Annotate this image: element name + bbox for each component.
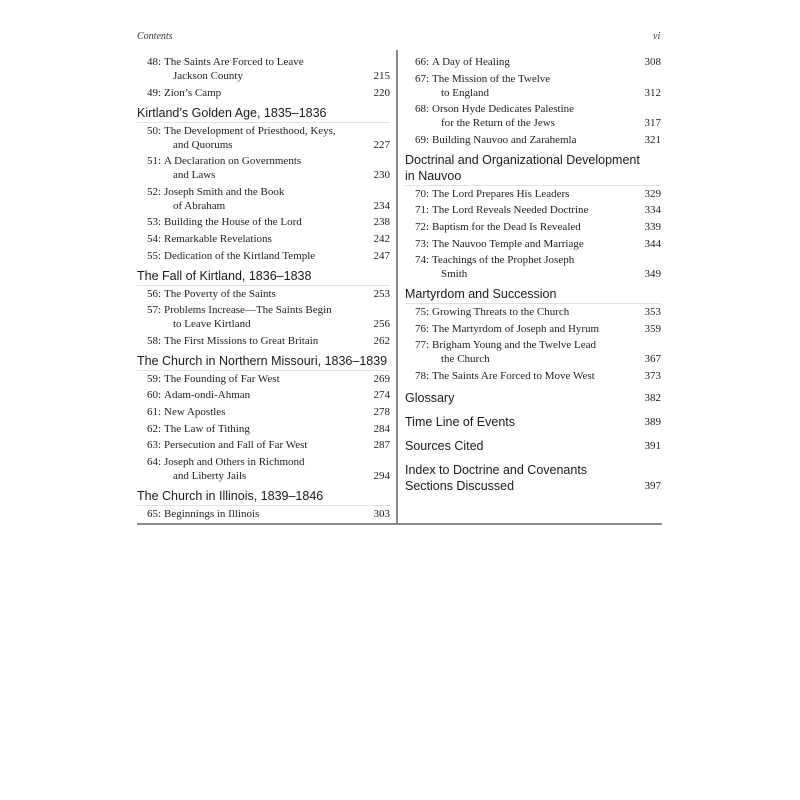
toc-entry[interactable] xyxy=(137,249,390,263)
page-number: 397 xyxy=(644,479,661,492)
page-number: 230 xyxy=(373,169,390,182)
chapter-number: 61: xyxy=(147,405,162,418)
heading-line: Time Line of Events xyxy=(405,414,516,429)
heading-line: Sections Discussed xyxy=(405,478,515,493)
chapter-number: 57: xyxy=(147,304,162,317)
toc-entry[interactable] xyxy=(405,253,661,281)
chapter-number: 71: xyxy=(415,204,430,217)
page-number: 303 xyxy=(373,507,390,520)
toc-entry[interactable] xyxy=(137,185,390,213)
chapter-number: 56: xyxy=(147,287,162,300)
chapter-title xyxy=(415,220,661,234)
toc-entry[interactable] xyxy=(137,438,390,452)
bottom-rule xyxy=(137,523,662,525)
chapter-number: 63: xyxy=(147,439,162,452)
title-line: New Apostles xyxy=(164,405,226,418)
chapter-number: 58: xyxy=(147,334,162,347)
chapter-title xyxy=(147,422,390,436)
chapter-number: 70: xyxy=(415,187,430,200)
chapter-number: 48: xyxy=(147,56,162,68)
title-line: The Poverty of the Saints xyxy=(164,287,276,300)
page-number: 247 xyxy=(373,249,390,262)
title-line: The Saints Are Forced to Move West xyxy=(432,369,595,382)
chapter-number: 66: xyxy=(415,56,430,68)
chapter-number: 74: xyxy=(415,254,430,267)
toc-entry[interactable] xyxy=(405,102,661,130)
chapter-title xyxy=(415,369,661,383)
toc-entry[interactable] xyxy=(405,187,661,201)
title-line: to Leave Kirtland xyxy=(173,318,251,331)
toc-entry[interactable] xyxy=(405,203,661,217)
title-line: Persecution and Fall of Far West xyxy=(164,439,308,452)
page-number: 234 xyxy=(373,199,390,212)
chapter-title xyxy=(415,203,661,217)
toc-entry[interactable] xyxy=(137,455,390,483)
chapter-title xyxy=(147,86,390,100)
chapter-number: 49: xyxy=(147,86,162,99)
title-line: Dedication of the Kirtland Temple xyxy=(164,249,316,262)
chapter-number: 51: xyxy=(147,155,162,168)
toc-entry[interactable] xyxy=(137,388,390,402)
page-number: 353 xyxy=(644,306,661,319)
title-line: Building Nauvoo and Zarahemla xyxy=(432,133,577,146)
toc-entry[interactable] xyxy=(405,72,661,100)
toc-entry[interactable] xyxy=(405,322,661,336)
toc-entry[interactable] xyxy=(405,338,661,366)
title-line: of Abraham xyxy=(173,199,226,212)
page-number: 269 xyxy=(373,372,390,385)
chapter-title xyxy=(147,185,390,213)
chapter-title xyxy=(147,287,390,301)
chapter-title xyxy=(415,187,661,201)
chapter-title xyxy=(147,124,390,152)
page-number: 339 xyxy=(644,220,661,233)
title-line: The Nauvoo Temple and Marriage xyxy=(432,237,584,250)
page-number: 334 xyxy=(644,204,661,217)
toc-entry[interactable] xyxy=(137,287,390,301)
toc-entry[interactable] xyxy=(405,133,661,147)
title-line: the Church xyxy=(441,353,490,366)
chapter-number: 72: xyxy=(415,220,430,233)
page-number: 287 xyxy=(373,439,390,452)
chapter-number: 55: xyxy=(147,249,162,262)
title-line: for the Return of the Jews xyxy=(441,117,555,130)
title-line: The Lord Prepares His Leaders xyxy=(432,187,570,200)
chapter-number: 64: xyxy=(147,455,162,468)
heading-line: The Fall of Kirtland, 1836–1838 xyxy=(137,268,312,283)
chapter-number: 77: xyxy=(415,339,430,352)
toc-column-left xyxy=(137,55,390,523)
title-line: The Lord Reveals Needed Doctrine xyxy=(432,204,589,217)
page-number: 238 xyxy=(373,216,390,229)
chapter-title xyxy=(147,303,390,331)
page-number: 389 xyxy=(644,415,661,428)
chapter-title xyxy=(147,215,390,229)
toc-entry[interactable] xyxy=(137,372,390,386)
chapter-title xyxy=(415,305,661,319)
chapter-number: 54: xyxy=(147,232,162,245)
chapter-title xyxy=(415,237,661,251)
toc-entry[interactable] xyxy=(137,154,390,182)
title-line: Adam-ondi-Ahman xyxy=(164,389,251,402)
heading-line: in Nauvoo xyxy=(405,168,462,183)
toc-entry[interactable] xyxy=(137,303,390,331)
chapter-title xyxy=(147,507,390,521)
toc-entry[interactable] xyxy=(405,237,661,251)
page-number: 220 xyxy=(373,86,390,99)
toc-entry[interactable] xyxy=(137,334,390,348)
toc-entry[interactable] xyxy=(137,124,390,152)
toc-entry[interactable] xyxy=(405,305,661,319)
title-line: and Liberty Jails xyxy=(173,469,247,482)
chapter-title xyxy=(415,72,661,100)
section-heading xyxy=(137,488,390,506)
chapter-title xyxy=(147,372,390,386)
chapter-title xyxy=(415,338,661,366)
title-line: Jackson County xyxy=(173,70,243,82)
toc-entry[interactable] xyxy=(405,369,661,383)
page-number: 274 xyxy=(373,389,390,402)
title-line: Smith xyxy=(441,268,468,281)
chapter-title xyxy=(415,55,661,69)
chapter-title xyxy=(147,154,390,182)
page-number: 278 xyxy=(373,405,390,418)
title-line: The Law of Tithing xyxy=(164,422,250,435)
toc-back-matter[interactable] xyxy=(405,462,661,495)
page-number: 329 xyxy=(644,187,661,200)
heading-line: Index to Doctrine and Covenants xyxy=(405,462,588,477)
toc-entry[interactable] xyxy=(405,220,661,234)
section-heading xyxy=(137,105,390,123)
page-number: 262 xyxy=(373,334,390,347)
chapter-title xyxy=(147,249,390,263)
chapter-title xyxy=(147,334,390,348)
heading-line: Glossary xyxy=(405,390,455,405)
title-line: Baptism for the Dead Is Revealed xyxy=(432,220,581,233)
chapter-title xyxy=(415,253,661,281)
page-number: 253 xyxy=(373,287,390,300)
chapter-title xyxy=(147,55,390,83)
chapter-title xyxy=(147,405,390,419)
page-number: 227 xyxy=(373,138,390,151)
page-number: 349 xyxy=(644,268,661,281)
toc-back-matter[interactable] xyxy=(405,414,661,431)
title-line: Growing Threats to the Church xyxy=(432,306,570,319)
heading-line: Sources Cited xyxy=(405,438,484,453)
chapter-title xyxy=(147,388,390,402)
chapter-number: 50: xyxy=(147,124,162,137)
title-line: Teachings of the Prophet Joseph xyxy=(432,254,575,267)
toc-back-matter[interactable] xyxy=(405,438,661,455)
section-heading xyxy=(137,268,390,286)
page-number: 256 xyxy=(373,318,390,331)
toc-entry[interactable] xyxy=(137,232,390,246)
page-number: 382 xyxy=(644,391,661,404)
page-number: 294 xyxy=(373,469,390,482)
toc-back-matter[interactable] xyxy=(405,390,661,407)
page-number: 359 xyxy=(644,322,661,335)
title-line: The Mission of the Twelve xyxy=(432,72,551,85)
heading-line: The Church in Illinois, 1839–1846 xyxy=(137,488,324,503)
page-number: 284 xyxy=(373,422,390,435)
title-line: Joseph Smith and the Book xyxy=(164,185,285,198)
page-number: 344 xyxy=(644,237,661,250)
title-line: A Declaration on Governments xyxy=(164,155,302,168)
heading-line: Doctrinal and Organizational Development xyxy=(405,152,640,167)
title-line: A Day of Healing xyxy=(432,56,510,68)
title-line: The First Missions to Great Britain xyxy=(164,334,319,347)
heading-line: Martyrdom and Succession xyxy=(405,287,557,302)
page-number: 308 xyxy=(644,56,661,68)
title-line: The Martyrdom of Joseph and Hyrum xyxy=(432,322,600,335)
column-divider xyxy=(396,50,398,525)
toc-entry[interactable] xyxy=(405,55,661,69)
page-number: 321 xyxy=(644,133,661,146)
page-number: 367 xyxy=(644,353,661,366)
running-head-section: Contents xyxy=(137,31,173,42)
chapter-number: 60: xyxy=(147,389,162,402)
toc-entry[interactable] xyxy=(137,507,390,521)
title-line: Remarkable Revelations xyxy=(164,232,272,245)
title-line: Brigham Young and the Twelve Lead xyxy=(432,339,597,352)
section-heading xyxy=(405,286,661,304)
title-line: Zion’s Camp xyxy=(164,86,222,99)
chapter-number: 53: xyxy=(147,216,162,229)
title-line: Joseph and Others in Richmond xyxy=(164,455,305,468)
chapter-number: 78: xyxy=(415,369,430,382)
chapter-title xyxy=(147,455,390,483)
toc-column-right xyxy=(405,55,661,496)
chapter-number: 73: xyxy=(415,237,430,250)
chapter-number: 52: xyxy=(147,185,162,198)
title-line: Beginnings in Illinois xyxy=(164,507,260,520)
title-line: and Quorums xyxy=(173,138,233,151)
chapter-number: 69: xyxy=(415,133,430,146)
chapter-title xyxy=(147,438,390,452)
toc-entry[interactable] xyxy=(137,215,390,229)
chapter-number: 75: xyxy=(415,306,430,319)
title-line: Orson Hyde Dedicates Palestine xyxy=(432,103,575,116)
title-line: The Saints Are Forced to Leave xyxy=(164,56,304,68)
chapter-title xyxy=(147,232,390,246)
section-heading xyxy=(405,152,661,186)
heading-line: The Church in Northern Missouri, 1836–1839 xyxy=(137,353,388,368)
heading-line: Kirtland’s Golden Age, 1835–1836 xyxy=(137,105,327,120)
page-number: 312 xyxy=(644,86,661,99)
toc-entry[interactable] xyxy=(137,422,390,436)
page-number: 242 xyxy=(373,232,390,245)
chapter-number: 67: xyxy=(415,72,430,85)
chapter-title xyxy=(415,133,661,147)
title-line: The Founding of Far West xyxy=(164,372,280,385)
chapter-number: 76: xyxy=(415,322,430,335)
toc-entry[interactable] xyxy=(137,405,390,419)
section-heading xyxy=(137,353,390,371)
title-line: Problems Increase—The Saints Begin xyxy=(164,304,332,317)
title-line: and Laws xyxy=(173,169,216,182)
chapter-number: 68: xyxy=(415,103,430,116)
chapter-title xyxy=(415,102,661,130)
chapter-number: 59: xyxy=(147,372,162,385)
chapter-number: 65: xyxy=(147,507,162,520)
page-number: 391 xyxy=(644,439,661,452)
chapter-title xyxy=(415,322,661,336)
page-number: 215 xyxy=(373,70,390,82)
chapter-number: 62: xyxy=(147,422,162,435)
title-line: to England xyxy=(441,86,489,99)
page-number: vi xyxy=(653,31,661,42)
title-line: The Development of Priesthood, Keys, xyxy=(164,124,336,137)
title-line: Building the House of the Lord xyxy=(164,216,302,229)
toc-entry[interactable] xyxy=(137,86,390,100)
page-number: 317 xyxy=(644,117,661,130)
toc-entry[interactable] xyxy=(137,55,390,83)
page-number: 373 xyxy=(644,369,661,382)
